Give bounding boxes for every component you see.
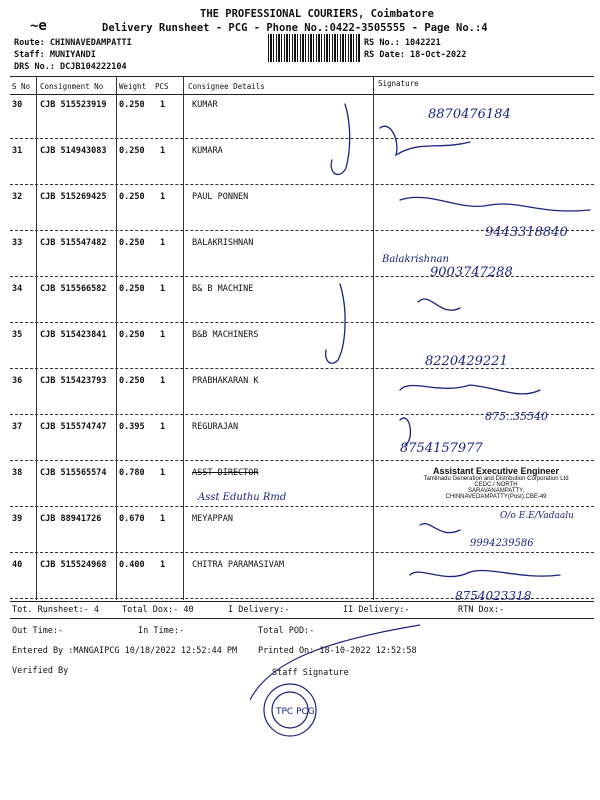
row-weight: 0.250 bbox=[119, 192, 145, 202]
row-pcs: 1 bbox=[160, 514, 166, 524]
drs-number: DRS No.: DCJB104222104 bbox=[14, 62, 127, 72]
sig-36 bbox=[400, 385, 540, 394]
row-weight: 0.250 bbox=[119, 100, 145, 110]
row-sno: 37 bbox=[12, 422, 23, 432]
row-consignee: B&B MACHINERS bbox=[192, 330, 259, 340]
seal-text: TPC PCG bbox=[276, 707, 315, 717]
row-sno: 35 bbox=[12, 330, 23, 340]
sig-32 bbox=[400, 197, 590, 211]
sig-mark-34 bbox=[326, 284, 345, 363]
row-consignee: B& B MACHINE bbox=[192, 284, 254, 294]
row-consignee: BALAKRISHNAN bbox=[192, 238, 254, 248]
row-consignment-no: CJB 515547482 bbox=[40, 238, 107, 248]
row-pcs: 1 bbox=[160, 468, 166, 478]
row-sno: 33 bbox=[12, 238, 23, 248]
row-sno: 36 bbox=[12, 376, 23, 386]
row-weight: 0.395 bbox=[119, 422, 145, 432]
total-runsheet: Tot. Runsheet:- 4 bbox=[12, 605, 99, 615]
stamp-line-4: SARAVANAMPATTY, bbox=[467, 488, 525, 494]
row-sno: 32 bbox=[12, 192, 23, 202]
in-time: In Time:- bbox=[138, 626, 185, 636]
row-pcs: 1 bbox=[160, 100, 166, 110]
staff-seal bbox=[250, 625, 420, 736]
hw-30: 8870476184 bbox=[428, 107, 511, 122]
row-consignment-no: CJB 515423841 bbox=[40, 330, 107, 340]
hw-35: 8220429221 bbox=[425, 354, 508, 369]
hw-38b: O/o E.E/Vadaalu bbox=[500, 511, 574, 521]
row-consignee: PRABHAKARAN K bbox=[192, 376, 259, 386]
sig-40 bbox=[410, 570, 560, 576]
row-sno: 38 bbox=[12, 468, 23, 478]
row-sno: 40 bbox=[12, 560, 23, 570]
company-logo: ~e bbox=[30, 18, 47, 34]
hw-33b: 9003747288 bbox=[430, 265, 513, 280]
route-label: Route: CHINNAVEDAMPATTI bbox=[14, 38, 132, 48]
col-signature: Signature bbox=[378, 79, 419, 88]
runsheet-subtitle: Delivery Runsheet - PCG - Phone No.:0422-3505555 - Page No.:4 bbox=[102, 22, 488, 34]
stamp-line-5: CHINNAVEDAMPATTY(Post),CBE-49 bbox=[445, 494, 547, 500]
stamp-line-1: Assistant Executive Engineer bbox=[432, 466, 560, 476]
row-pcs: 1 bbox=[160, 146, 166, 156]
verified-by: Verified By bbox=[12, 666, 69, 676]
total-dox: Total Dox:- 40 bbox=[122, 605, 194, 615]
hw-39: 9994239586 bbox=[470, 538, 534, 549]
total-pod: Total POD:- bbox=[258, 626, 315, 636]
row-consignee: MEYAPPAN bbox=[192, 514, 233, 524]
printed-on: Printed On: 18-10-2022 12:52:58 bbox=[258, 646, 417, 656]
row-consignee: ASST DIRECTOR bbox=[192, 468, 259, 478]
company-name: THE PROFESSIONAL COURIERS, Coimbatore bbox=[200, 8, 434, 20]
row-consignment-no: CJB 515566582 bbox=[40, 284, 107, 294]
row-consignee: REGURAJAN bbox=[192, 422, 239, 432]
row-consignee: KUMAR bbox=[192, 100, 218, 110]
row-pcs: 1 bbox=[160, 422, 166, 432]
row-consignment-no: CJB 515565574 bbox=[40, 468, 107, 478]
row-pcs: 1 bbox=[160, 192, 166, 202]
row-sno: 39 bbox=[12, 514, 23, 524]
row-consignment-no: CJB 514943083 bbox=[40, 146, 107, 156]
row-weight: 0.250 bbox=[119, 376, 145, 386]
row-pcs: 1 bbox=[160, 376, 166, 386]
stamp-line-3: CEDC / NORTH bbox=[474, 482, 518, 488]
row-weight: 0.250 bbox=[119, 238, 145, 248]
col-pcs: PCS bbox=[155, 82, 169, 91]
row-weight: 0.400 bbox=[119, 560, 145, 570]
row-pcs: 1 bbox=[160, 238, 166, 248]
sig-mark-30 bbox=[331, 104, 349, 174]
hw-33a: Balakrishnan bbox=[382, 254, 449, 265]
hw-38: Asst Eduthu Rmd bbox=[198, 492, 287, 503]
row-weight: 0.670 bbox=[119, 514, 145, 524]
rs-date: RS Date: 18-Oct-2022 bbox=[364, 50, 467, 60]
row-consignee: CHITRA PARAMASIVAM bbox=[192, 560, 285, 570]
sig-35 bbox=[418, 299, 460, 310]
out-time: Out Time:- bbox=[12, 626, 64, 636]
row-pcs: 1 bbox=[160, 560, 166, 570]
i-delivery: I Delivery:- bbox=[228, 605, 290, 615]
col-sno: S No bbox=[12, 82, 31, 91]
row-consignment-no: CJB 515523919 bbox=[40, 100, 107, 110]
hw-32: 9443318840 bbox=[485, 225, 568, 240]
hw-37: 8754157977 bbox=[400, 441, 483, 456]
row-weight: 0.250 bbox=[119, 284, 145, 294]
ii-delivery: II Delivery:- bbox=[343, 605, 410, 615]
entered-by: Entered By :MANGAIPCG 10/18/2022 12:52:44 PM bbox=[12, 646, 238, 656]
staff-label: Staff: MUNIYANDI bbox=[14, 50, 96, 60]
rtn-dox: RTN Dox:- bbox=[458, 605, 505, 615]
row-pcs: 1 bbox=[160, 330, 166, 340]
row-consignment-no: CJB 515574747 bbox=[40, 422, 107, 432]
col-consignee: Consignee Details bbox=[188, 82, 265, 91]
row-sno: 34 bbox=[12, 284, 23, 294]
sig-31 bbox=[380, 126, 470, 155]
row-sno: 31 bbox=[12, 146, 23, 156]
row-weight: 0.250 bbox=[119, 330, 145, 340]
row-weight: 0.780 bbox=[119, 468, 145, 478]
row-consignment-no: CJB 515423793 bbox=[40, 376, 107, 386]
row-consignee: KUMARA bbox=[192, 146, 223, 156]
sig-39 bbox=[420, 524, 460, 533]
rs-number: RS No.: 1042221 bbox=[364, 38, 441, 48]
row-pcs: 1 bbox=[160, 284, 166, 294]
hw-36: 875..35540 bbox=[485, 410, 548, 423]
stamp-line-2: Tamilnadu Generation and Distribution Corporation Ltd bbox=[423, 476, 569, 482]
row-consignment-no: CJB 515524968 bbox=[40, 560, 107, 570]
row-consignee: PAUL PONNEN bbox=[192, 192, 249, 202]
row-consignment-no: CJB 88941726 bbox=[40, 514, 102, 524]
col-weight: Weight bbox=[119, 82, 147, 91]
col-consignment: Consignment No bbox=[40, 82, 104, 91]
row-weight: 0.250 bbox=[119, 146, 145, 156]
row-sno: 30 bbox=[12, 100, 23, 110]
totals-top-rule bbox=[10, 601, 594, 602]
row-consignment-no: CJB 515269425 bbox=[40, 192, 107, 202]
staff-signature-label: Staff Signature bbox=[272, 668, 349, 678]
office-stamp bbox=[396, 466, 596, 500]
hw-40: 8754023318 bbox=[455, 589, 532, 603]
totals-bottom-rule bbox=[10, 618, 594, 619]
